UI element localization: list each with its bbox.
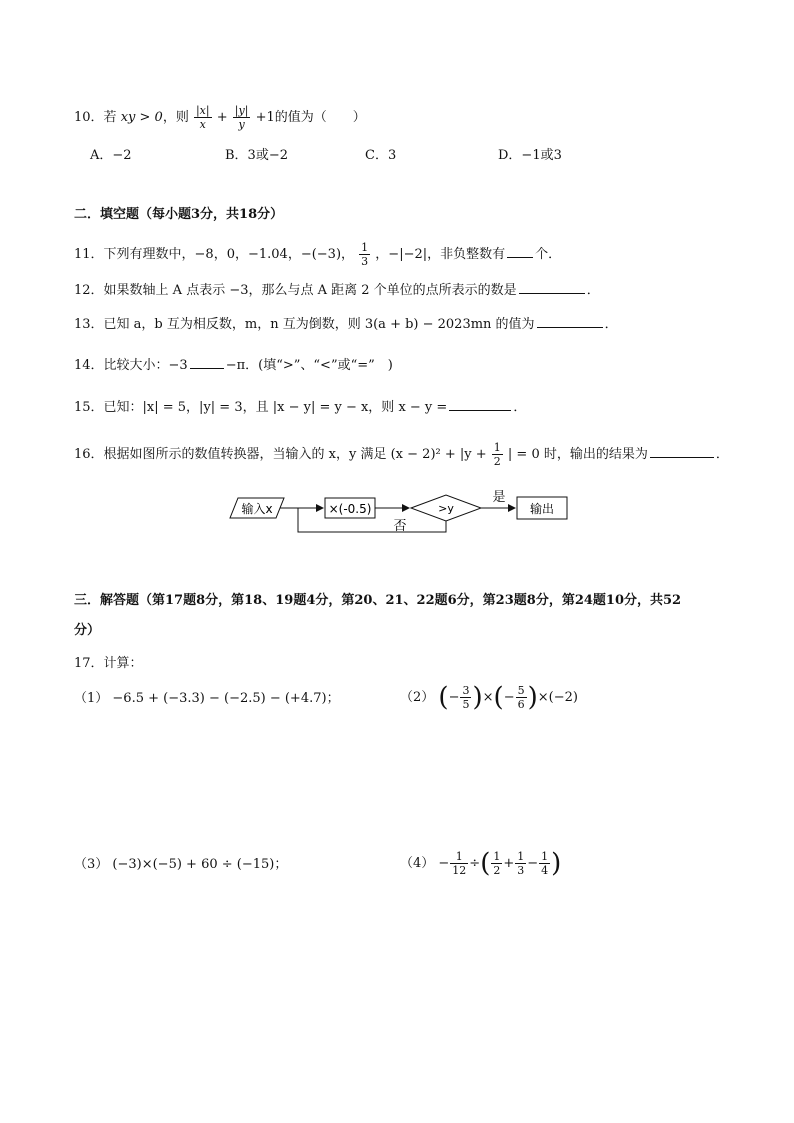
question-13: 13．已知 a，b 互为相反数，m，n 互为倒数，则 3(a + b) − 2023mn 的值为 ．	[74, 317, 618, 332]
flow-condition-label: >y	[438, 502, 454, 515]
q15-answer-blank[interactable]	[449, 398, 511, 411]
question-17-title: 17．计算：	[74, 656, 143, 671]
flow-no-label: 否	[393, 519, 407, 534]
question-12: 12．如果数轴上 A 点表示 −3，那么与点 A 距离 2 个单位的点所表示的数是 ．	[74, 283, 600, 298]
q10-option-b: B．3或−2	[225, 148, 288, 163]
flow-output-label: 输出	[529, 502, 555, 516]
question-15: 15．已知：|x| = 5，|y| = 3，且 |x − y| = y − x，则 x − y = ．	[74, 400, 527, 415]
q11-fraction: $\frac{1}{3}$	[361, 241, 369, 268]
q13-answer-blank[interactable]	[537, 315, 603, 328]
section-2-title: 二．填空题（每小题3分，共18分）	[74, 207, 284, 222]
q17-part-3: （3） (−3)×(−5) + 60 ÷ (−15)；	[74, 857, 288, 872]
q17-p4-fraction-2: $\frac{1}{3}$	[517, 850, 525, 877]
number-converter-flowchart	[228, 488, 608, 540]
q10-option-c: C．3	[365, 148, 397, 163]
q17-p2-fraction-1: $\frac{3}{5}$	[462, 684, 470, 711]
q17-p4-fraction-1: $\frac{1}{2}$	[493, 850, 501, 877]
question-10: 10．若 xy > 0，则 $\frac{|x|}{x}$ + $\frac{|y|}{y}$ +1的值为（ ）	[74, 104, 366, 131]
q17-p4-fraction-0: $\frac{1}{12}$	[452, 850, 467, 877]
section-3-title: 三．解答题（第17题8分，第18、19题4分，第20、21、22题6分，第23题8分，第24题10分，共52	[74, 593, 682, 608]
q17-part-1: （1） −6.5 + (−3.3) − (−2.5) − (+4.7)；	[74, 691, 340, 706]
question-16: 16．根据如图所示的数值转换器，当输入的 x，y 满足 (x − 2)² + |y + $\frac{1}{2}$ | = 0 时，输出的结果为 ．	[74, 441, 729, 468]
q16-answer-blank[interactable]	[650, 445, 714, 458]
q10-fraction-y: $\frac{|y|}{y}$	[234, 104, 249, 131]
q12-answer-blank[interactable]	[519, 281, 585, 294]
q17-p2-fraction-2: $\frac{5}{6}$	[517, 684, 525, 711]
question-14: 14．比较大小：−3 −π．(填“>”、“<”或“=” )	[74, 358, 393, 373]
q10-condition: xy > 0	[120, 110, 163, 125]
q10-option-d: D．−1或3	[498, 148, 562, 163]
q16-fraction: $\frac{1}{2}$	[493, 441, 501, 468]
q11-answer-blank[interactable]	[507, 245, 533, 258]
flow-multiply-label: ×(-0.5)	[328, 502, 372, 516]
q17-part-4: （4） − $\frac{1}{12}$ ÷( $\frac{1}{2}$ + $\frac{1}{3}$ − $\frac{1}{4}$ )	[400, 848, 562, 879]
q17-part-2: （2） (− $\frac{3}{5}$ )×(− $\frac{5}{6}$ )×(−2)	[400, 682, 578, 713]
flow-input-label: 输入x	[241, 502, 273, 516]
q14-answer-blank[interactable]	[190, 356, 224, 369]
q17-p4-fraction-3: $\frac{1}{4}$	[541, 850, 549, 877]
flow-yes-label: 是	[492, 490, 506, 505]
q10-fraction-x: $\frac{|x|}{x}$	[195, 104, 210, 131]
question-11: 11．下列有理数中，−8，0，−1.04，−(−3)， $\frac{1}{3}$ ，−|−2|，非负整数有 个．	[74, 241, 562, 268]
q10-option-a: A．−2	[90, 148, 132, 163]
section-3-title-cont: 分）	[74, 623, 101, 638]
